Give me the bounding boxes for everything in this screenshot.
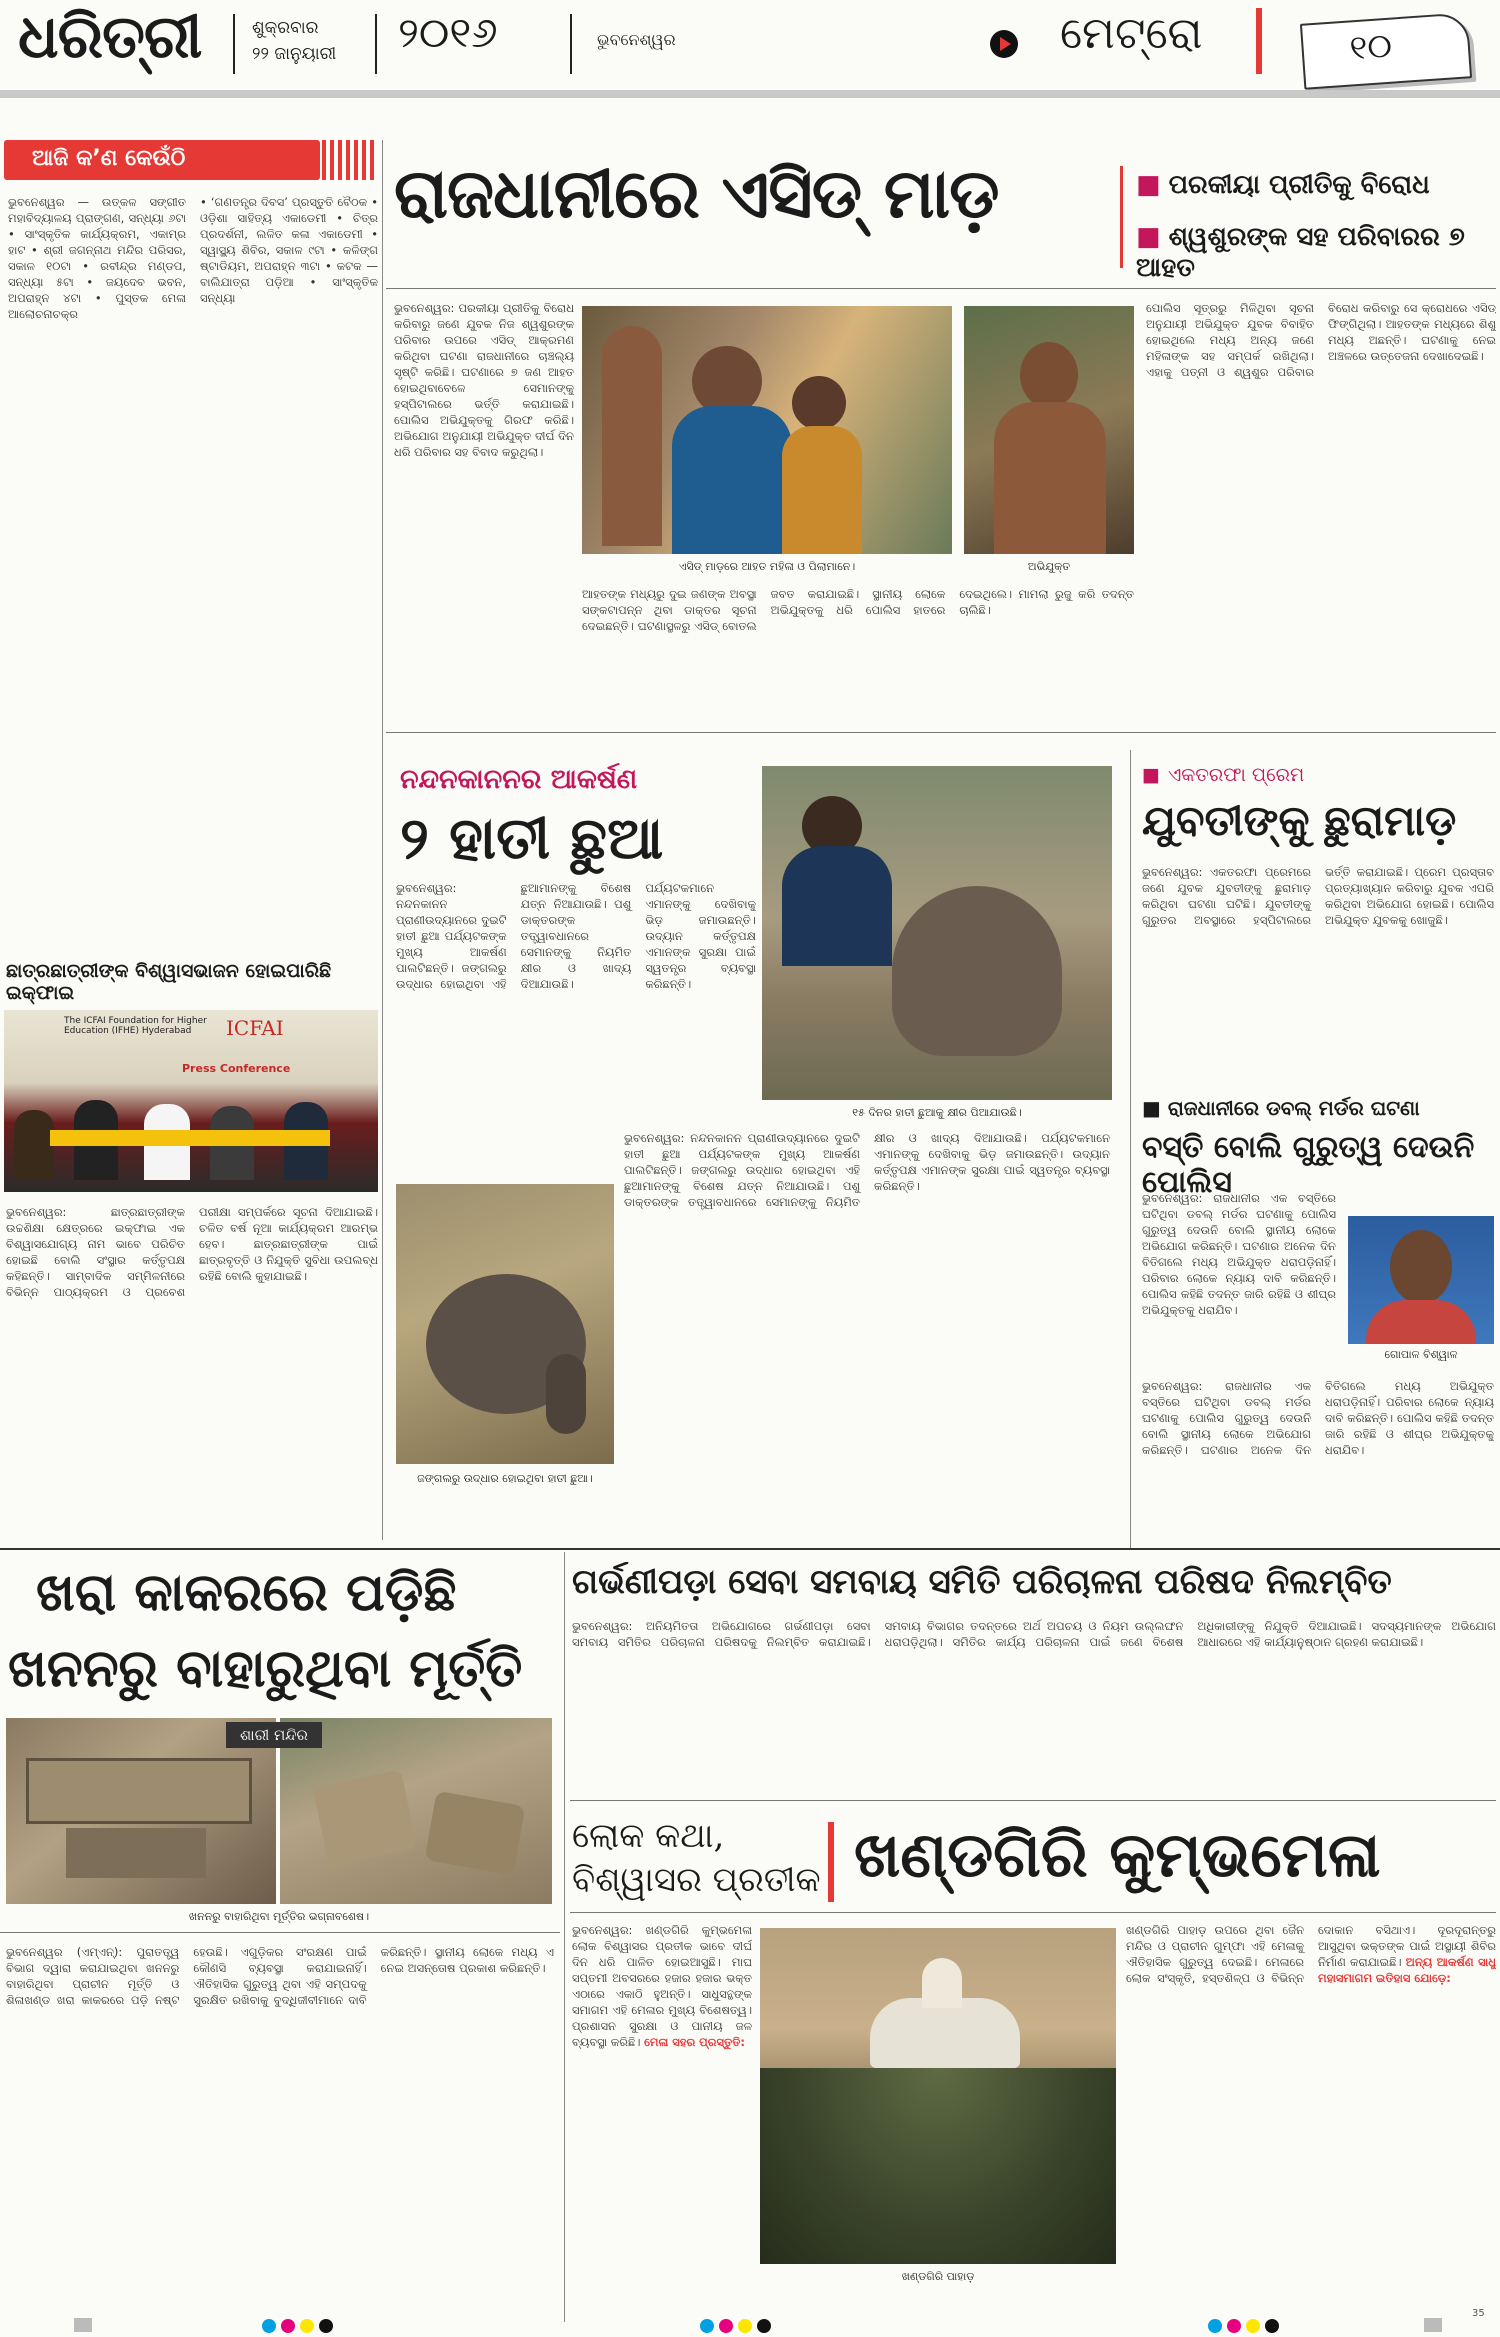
icfai-story <box>4 960 378 1540</box>
kumbha-body-left-text: ଭୁବନେଶ୍ୱର: ଖଣ୍ଡଗିରି କୁମ୍ଭମେଳା ଲୋକ ବିଶ୍ୱାସର ପ୍ରତୀକ ଭାବେ ଦୀର୍ଘ ଦିନ ଧରି ପାଳିତ ହୋଇଆସୁଛି। ମାଘ ସପ୍ତମୀ ଅବସରରେ ହଜାର ହଜାର ଭକ୍ତ ଏଠାରେ ଏକାଠି ହୁଅନ୍ତି। ସାଧୁସନ୍ଥଙ୍କ ସମାଗମ ଏହି ମେଳାର ମୁଖ୍ୟ ବିଶେଷତ୍ୱ। ପ୍ରଶାସନ ସୁରକ୍ଷା ଓ ପାନୀୟ ଜଳ ବ୍ୟବସ୍ଥା କରିଛି। <box>572 1923 752 2049</box>
footer <box>0 2306 1500 2334</box>
acid-victims-caption: ଏସିଡ୍ ମାଡ଼ରେ ଆହତ ମହିଳା ଓ ପିଲାମାନେ। <box>678 560 856 573</box>
acid-accused-caption: ଅଭିଯୁକ୍ତ <box>1027 560 1071 573</box>
cooperative-story <box>570 1552 1496 1802</box>
murder-kicker-text: ରାଜଧାନୀରେ ଡବଲ୍ ମର୍ଡର ଘଟଣା <box>1167 1096 1420 1120</box>
events-title-stripes <box>322 140 378 180</box>
footer-gray-block-right <box>1424 2318 1442 2332</box>
onesided-love-body: ଭୁବନେଶ୍ୱର: ଏକତରଫା ପ୍ରେମରେ ଜଣେ ଯୁବକ ଯୁବତୀଙ୍କୁ ଛୁରାମାଡ଼ କରିଥିବା ଘଟଣା ଘଟିଛି। ଯୁବତୀଙ୍କୁ ଗୁରୁତର ଅବସ୍ଥାରେ ହସ୍ପିଟାଲରେ ଭର୍ତ୍ତି କରାଯାଇଛି। ପ୍ରେମ ପ୍ରସ୍ତାବ ପ୍ରତ୍ୟାଖ୍ୟାନ କରିବାରୁ ଯୁବକ ଏପରି କରିଥିବା ଅଭିଯୋଗ ହୋଇଛି। ପୋଲିସ ଅଭିଯୁକ୍ତ ଯୁବକକୁ ଖୋଜୁଛି। <box>1142 865 1494 927</box>
acid-body-left: ଭୁବନେଶ୍ୱର: ପରକୀୟା ପ୍ରୀତିକୁ ବିରୋଧ କରିବାରୁ ଜଣେ ଯୁବକ ନିଜ ଶ୍ୱଶୁରଙ୍କ ପରିବାର ଉପରେ ଏସିଡ୍ ଆକ୍ରମଣ କରିଥିବା ଘଟଣା ରାଜଧାନୀରେ ଚାଞ୍ଚଲ୍ୟ ସୃଷ୍ଟି କରିଛି। ଘଟଣାରେ ୭ ଜଣ ଆହତ ହୋଇଥିବାବେଳେ ସେମାନଙ୍କୁ ହସ୍ପିଟାଲରେ ଭର୍ତ୍ତି କରାଯାଇଛି। ପୋଲିସ ଅଭିଯୁକ୍ତକୁ ଗିରଫ କରିଛି। ଅଭିଯୋଗ ଅନୁଯାୟୀ ଅଭିଯୁକ୍ତ ଦୀର୍ଘ ଦିନ ଧରି ପରିବାର ସହ ବିବାଦ କରୁଥିଲା। <box>394 301 574 459</box>
onesided-love-headline: ଯୁବତୀଙ୍କୁ ଛୁରାମାଡ଼ <box>1142 796 1457 845</box>
icfai-banner-logo: ICFAI <box>226 1016 284 1040</box>
elephant-feeding-photo <box>762 766 1112 1100</box>
cooperative-headline: ଗର୍ଭଣୀପଡ଼ା ସେବା ସମବାୟ ସମିତି ପରିଚାଳନା ପରିଷଦ ନିଲମ୍ବିତ <box>572 1562 1392 1602</box>
masthead-year: ୨୦୧୬ <box>398 8 498 57</box>
kumbha-highlight-1: ମେଳା ସହର ପ୍ରସ୍ତୁତି: <box>644 2035 745 2049</box>
murder-kicker-bullet: ■ <box>1142 1096 1168 1120</box>
acid-body-right: ପୋଲିସ ସୂତ୍ରରୁ ମିଳିଥିବା ସୂଚନା ଅନୁଯାୟୀ ଅଭିଯୁକ୍ତ ଯୁବକ ବିବାହିତ ହୋଇଥିଲେ ମଧ୍ୟ ଅନ୍ୟ ଜଣେ ମହିଳାଙ୍କ ସହ ସମ୍ପର୍କ ରଖିଥିଲା। ଏହାକୁ ପତ୍ନୀ ଓ ଶ୍ୱଶୁର ପରିବାର ବିରୋଧ କରିବାରୁ ସେ କ୍ରୋଧରେ ଏସିଡ୍ ଫିଙ୍ଗିଥିଲା। ଆହତଙ୍କ ମଧ୍ୟରେ ଶିଶୁ ମଧ୍ୟ ଅଛନ୍ତି। ଘଟଣାକୁ ନେଇ ଅଞ୍ଚଳରେ ଉତ୍ତେଜନା ଦେଖାଦେଇଛି। <box>1146 301 1496 379</box>
kumbha-highlight-3: ଇତିହାସ ଯୋଡ଼େ: <box>1375 1971 1451 1985</box>
murder-body-left: ଭୁବନେଶ୍ୱର: ରାଜଧାନୀର ଏକ ବସ୍ତିରେ ଘଟିଥିବା ଡବଲ୍ ମର୍ଡର ଘଟଣାକୁ ପୋଲିସ ଗୁରୁତ୍ୱ ଦେଉନି ବୋଲି ସ୍ଥାନୀୟ ଲୋକେ ଅଭିଯୋଗ କରିଛନ୍ତି। ଘଟଣାର ଅନେକ ଦିନ ବିତିଗଲେ ମଧ୍ୟ ଅଭିଯୁକ୍ତ ଧରାପଡ଼ିନାହିଁ। ପରିବାର ଲୋକେ ନ୍ୟାୟ ଦାବି କରିଛନ୍ତି। ପୋଲିସ କହିଛି ତଦନ୍ତ ଜାରି ରହିଛି ଓ ଶୀଘ୍ର ଅଭିଯୁକ୍ତକୁ ଧରାଯିବ। <box>1142 1191 1336 1317</box>
kumbha-kicker-line1: ଲୋକ କଥା, <box>572 1816 725 1856</box>
elephant-caption-top: ୧୫ ଦିନର ହାତୀ ଛୁଆକୁ କ୍ଷୀର ପିଆଯାଉଛି। <box>852 1106 1022 1119</box>
acid-divider <box>1120 166 1123 268</box>
murder-victim-photo <box>1348 1216 1494 1344</box>
icfai-stage-figures <box>14 1080 364 1180</box>
masthead <box>0 0 1500 98</box>
registration-marks-3 <box>1208 2318 1288 2332</box>
kumbha-headline: ଖଣ୍ଡଗିରି କୁମ୍ଭମେଳା <box>854 1818 1381 1891</box>
kumbha-kicker-line2: ବିଶ୍ୱାସର ପ୍ରତୀକ <box>572 1860 821 1900</box>
idol-caption: ଖନନରୁ ବାହାରିଥିବା ମୂର୍ତ୍ତିର ଭଗ୍ନାବଶେଷ। <box>188 1910 370 1923</box>
footer-code: 35 <box>1472 2308 1485 2319</box>
masthead-city: ଭୁବନେଶ୍ୱର <box>597 30 676 49</box>
acid-story <box>386 140 1496 736</box>
icfai-body: ଭୁବନେଶ୍ୱର: ଛାତ୍ରଛାତ୍ରୀଙ୍କ ଉଚ୍ଚଶିକ୍ଷା କ୍ଷେତ୍ରରେ ଇକ୍‌ଫାଇ ଏକ ବିଶ୍ୱାସଯୋଗ୍ୟ ନାମ ଭାବେ ପରିଚିତ ହୋଇଛି ବୋଲି ସଂସ୍ଥାର କର୍ତ୍ତୃପକ୍ଷ କହିଛନ୍ତି। ସାମ୍ବାଦିକ ସମ୍ମିଳନୀରେ ବିଭିନ୍ନ ପାଠ୍ୟକ୍ରମ ଓ ପ୍ରବେଶ ପରୀକ୍ଷା ସମ୍ପର୍କରେ ସୂଚନା ଦିଆଯାଇଛି। ଚଳିତ ବର୍ଷ ନୂଆ କାର୍ଯ୍ୟକ୍ରମ ଆରମ୍ଭ ହେବ। ଛାତ୍ରଛାତ୍ରୀଙ୍କ ପାଇଁ ଛାତ୍ରବୃତ୍ତି ଓ ନିଯୁକ୍ତି ସୁବିଧା ଉପଲବ୍ଧ ରହିଛି ବୋଲି କୁହାଯାଇଛି। <box>6 1205 378 1299</box>
elephant-caption-bottom: ଜଙ୍ଗଲରୁ ଉଦ୍ଧାର ହୋଇଥିବା ହାତୀ ଛୁଆ। <box>417 1472 593 1485</box>
acid-subhead-2: ■ ଶ୍ୱଶୁରଙ୍କ ସହ ପରିବାରର ୭ ଆହତ <box>1136 222 1496 284</box>
acid-subhead-1: ■ ପରକୀୟା ପ୍ରୀତିକୁ ବିରୋଧ <box>1136 170 1430 201</box>
masthead-date: ୨୨ ଜାନୁୟାରୀ <box>252 44 337 64</box>
onesided-love-kicker: ■ ଏକତରଫା ପ୍ରେମ <box>1142 764 1304 786</box>
murder-kicker <box>1142 1096 1420 1120</box>
elephant-story <box>386 750 1124 1550</box>
kumbha-story <box>570 1808 1496 2322</box>
events-column <box>4 140 378 940</box>
events-list-part-b: • ‘ଗଣତନ୍ତ୍ର ଦିବସ’ ପ୍ରସ୍ତୁତି ବୈଠକ • ଓଡ଼ିଶା ସାହିତ୍ୟ ଏକାଡେମୀ • ଚିତ୍ର ପ୍ରଦର୍ଶନୀ, ଲଳିତ କଳା ଏକାଡେମୀ • ସ୍ୱାସ୍ଥ୍ୟ ଶିବିର, ସକାଳ ୯ଟା • କଳିଙ୍ଗ ଷ୍ଟାଡିୟମ, ଅପରାହ୍ନ ୩ଟା • କଟକ — ବାଲିଯାତ୍ରା ପଡ଼ିଆ • ସାଂସ୍କୃତିକ ସନ୍ଧ୍ୟା <box>200 195 378 305</box>
kumbha-highlight-2: ଅନ୍ୟ ଆକର୍ଷଣ ସାଧୁ ମହାସମାଗମ <box>1318 1955 1496 1985</box>
kumbha-body-right <box>1126 1922 1496 2314</box>
accent-bar <box>1256 8 1262 74</box>
icfai-press-conference: Press Conference <box>182 1062 291 1075</box>
kumbha-body-right-text: ଖଣ୍ଡଗିରି ପାହାଡ଼ ଉପରେ ଥିବା ଜୈନ ମନ୍ଦିର ଓ ପ୍ରାଚୀନ ଗୁମ୍ଫା ଏହି ମେଳାକୁ ଐତିହାସିକ ଗୁରୁତ୍ୱ ଦେଇଛି। ମେଳାରେ ଲୋକ ସଂସ୍କୃତି, ହସ୍ତଶିଳ୍ପ ଓ ବିଭିନ୍ନ ଦୋକାନ ବସିଥାଏ। ଦୂରଦୂରାନ୍ତରୁ ଆସୁଥିବା ଭକ୍ତଙ୍କ ପାଇଁ ଅସ୍ଥାୟୀ ଶିବିର ନିର୍ମାଣ କରାଯାଇଛି। <box>1126 1923 1496 1985</box>
murder-body: ଭୁବନେଶ୍ୱର: ରାଜଧାନୀର ଏକ ବସ୍ତିରେ ଘଟିଥିବା ଡବଲ୍ ମର୍ଡର ଘଟଣାକୁ ପୋଲିସ ଗୁରୁତ୍ୱ ଦେଉନି ବୋଲି ସ୍ଥାନୀୟ ଲୋକେ ଅଭିଯୋଗ କରିଛନ୍ତି। ଘଟଣାର ଅନେକ ଦିନ ବିତିଗଲେ ମଧ୍ୟ ଅଭିଯୁକ୍ତ ଧରାପଡ଼ିନାହିଁ। ପରିବାର ଲୋକେ ନ୍ୟାୟ ଦାବି କରିଛନ୍ତି। ପୋଲିସ କହିଛି ତଦନ୍ତ ଜାରି ରହିଛି ଓ ଶୀଘ୍ର ଅଭିଯୁକ୍ତକୁ ଧରାଯିବ। <box>1142 1379 1494 1457</box>
elephant-body-continued: ଭୁବନେଶ୍ୱର: ନନ୍ଦନକାନନ ପ୍ରାଣୀଉଦ୍ୟାନରେ ଦୁଇଟି ହାତୀ ଛୁଆ ପର୍ଯ୍ୟଟକଙ୍କ ମୁଖ୍ୟ ଆକର୍ଷଣ ପାଲଟିଛନ୍ତି। ଜଙ୍ଗଲରୁ ଉଦ୍ଧାର ହୋଇଥିବା ଏହି ଛୁଆମାନଙ୍କୁ ବିଶେଷ ଯତ୍ନ ନିଆଯାଉଛି। ପଶୁ ଡାକ୍ତରଙ୍କ ତତ୍ତ୍ୱାବଧାନରେ ସେମାନଙ୍କୁ ନିୟମିତ କ୍ଷୀର ଓ ଖାଦ୍ୟ ଦିଆଯାଉଛି। ପର୍ଯ୍ୟଟକମାନେ ଏମାନଙ୍କୁ ଦେଖିବାକୁ ଭିଡ଼ ଜମାଉଛନ୍ତି। ଉଦ୍ୟାନ କର୍ତ୍ତୃପକ୍ଷ ଏମାନଙ୍କ ସୁରକ୍ଷା ପାଇଁ ସ୍ୱତନ୍ତ୍ର ବ୍ୟବସ୍ଥା କରିଛନ୍ତି। <box>624 1131 1110 1209</box>
events-title-text: ଆଜି କ’ଣ କେଉଁଠି <box>32 146 186 171</box>
newspaper-logo: ଧରିତ୍ରୀ <box>18 2 202 72</box>
elephant-headline: ୨ ହାତୀ ଛୁଆ <box>400 804 664 872</box>
idol-tag: ଶାରୀ ମନ୍ଦିର <box>226 1722 322 1748</box>
idol-headline-line2: ଖନନରୁ ବାହାରୁଥିବା ମୂର୍ତ୍ତି <box>8 1638 523 1699</box>
onesided-love-story <box>1138 750 1496 1110</box>
acid-headline: ରାଜଧାନୀରେ ଏସିଡ୍ ମାଡ଼ <box>394 154 999 234</box>
events-list-part-a: ଭୁବନେଶ୍ୱର — ଉତ୍କଳ ସଙ୍ଗୀତ ମହାବିଦ୍ୟାଳୟ ପ୍ରାଙ୍ଗଣ, ସନ୍ଧ୍ୟା ୬ଟା • ସାଂସ୍କୃତିକ କାର୍ଯ୍ୟକ୍ରମ, ଏକାମ୍ର ହାଟ • ଶ୍ରୀ ଜଗନ୍ନାଥ ମନ୍ଦିର ପରିସର, ସକାଳ ୧୦ଟା • ରବୀନ୍ଦ୍ର ମଣ୍ଡପ, ସନ୍ଧ୍ୟା ୫ଟା • ଜୟଦେବ ଭବନ, ଅପରାହ୍ନ ୪ଟା • ପୁସ୍ତକ ମେଳା ଆଲୋଚନାଚକ୍ର <box>8 195 186 321</box>
elephant-kicker: ନନ୍ଦନକାନନର ଆକର୍ଷଣ <box>400 764 638 795</box>
idol-story <box>0 1552 560 2322</box>
icfai-photo <box>4 1010 378 1192</box>
cooperative-body: ଭୁବନେଶ୍ୱର: ଅନିୟମିତତା ଅଭିଯୋଗରେ ଗର୍ଭଣୀପଡ଼ା ସେବା ସମବାୟ ସମିତିର ପରିଚାଳନା ପରିଷଦକୁ ନିଲମ୍ବିତ କରାଯାଇଛି। ସମବାୟ ବିଭାଗର ତଦନ୍ତରେ ଅର୍ଥ ଅପଚୟ ଓ ନିୟମ ଉଲ୍ଲଙ୍ଘନ ଧରାପଡ଼ିଥିଲା। ସମିତିର କାର୍ଯ୍ୟ ପରିଚାଳନା ପାଇଁ ଜଣେ ବିଶେଷ ଅଧିକାରୀଙ୍କୁ ନିଯୁକ୍ତି ଦିଆଯାଇଛି। ସଦସ୍ୟମାନଙ୍କ ଅଭିଯୋଗ ଆଧାରରେ ଏହି କାର୍ଯ୍ୟାନୁଷ୍ଠାନ ଗ୍ରହଣ କରାଯାଇଛି। <box>572 1619 1496 1649</box>
kumbha-body-left <box>572 1922 752 2314</box>
page-number: ୧୦ <box>1348 25 1394 69</box>
play-icon <box>990 30 1018 58</box>
murder-caption: ଗୋପାଳ ବିଶ୍ୱାଳ <box>1384 1348 1458 1361</box>
events-list <box>8 194 378 934</box>
icfai-banner-text: The ICFAI Foundation for Higher Education (IFHE) Hyderabad <box>64 1016 207 1036</box>
registration-marks-2 <box>700 2318 780 2332</box>
acid-victims-photo <box>582 306 952 554</box>
murder-headline: ବସ୍ତି ବୋଲି ଗୁରୁତ୍ୱ ଦେଉନି ପୋଲିସ <box>1142 1130 1475 1200</box>
kumbha-photo-caption: ଖଣ୍ଡଗିରି ପାହାଡ଼ <box>901 2270 975 2283</box>
kumbha-temple-photo <box>760 1928 1116 2264</box>
elephant-lying-photo <box>396 1184 614 1464</box>
masthead-day: ଶୁକ୍ରବାର <box>252 18 319 38</box>
page-number-tab <box>1300 12 1472 90</box>
idol-body: ଭୁବନେଶ୍ୱର (ଏମ୍‌ଏନ୍‌): ପୁରାତତ୍ତ୍ୱ ବିଭାଗ ଦ୍ୱାରା କରାଯାଇଥିବା ଖନନରୁ ବାହାରିଥିବା ପ୍ରାଚୀନ ମୂର୍ତ୍ତି ଓ ଶିଳାଖଣ୍ଡ ଖରା କାକରରେ ପଡ଼ି ନଷ୍ଟ ହେଉଛି। ଏଗୁଡ଼ିକର ସଂରକ୍ଷଣ ପାଇଁ କୌଣସି ବ୍ୟବସ୍ଥା କରାଯାଇନାହିଁ। ଐତିହାସିକ ଗୁରୁତ୍ୱ ଥିବା ଏହି ସମ୍ପଦକୁ ସୁରକ୍ଷିତ ରଖିବାକୁ ବୁଦ୍ଧିଜୀବୀମାନେ ଦାବି କରିଛନ୍ତି। ସ୍ଥାନୀୟ ଲୋକେ ମଧ୍ୟ ଏ ନେଇ ଅସନ୍ତୋଷ ପ୍ରକାଶ କରିଛନ୍ତି। <box>6 1945 554 2007</box>
events-title <box>4 140 320 180</box>
acid-body-below: ଆହତଙ୍କ ମଧ୍ୟରୁ ଦୁଇ ଜଣଙ୍କ ଅବସ୍ଥା ସଙ୍କଟାପନ୍ନ ଥିବା ଡାକ୍ତର ସୂଚନା ଦେଇଛନ୍ତି। ଘଟଣାସ୍ଥଳରୁ ଏସିଡ୍ ବୋତଲ ଜବତ କରାଯାଇଛି। ସ୍ଥାନୀୟ ଲୋକେ ଅଭିଯୁକ୍ତକୁ ଧରି ପୋଲିସ ହାତରେ ଦେଇଥିଲେ। ମାମଲା ରୁଜୁ କରି ତଦନ୍ତ ଚାଲିଛି। <box>582 587 1134 633</box>
section-label: ମେଟ୍ରୋ <box>1060 8 1203 59</box>
footer-gray-block-left <box>74 2318 92 2332</box>
acid-accused-photo <box>964 306 1134 554</box>
idol-headline-line1: ଖରା କାକରରେ ପଡ଼ିଛି <box>36 1562 457 1623</box>
registration-marks-1 <box>262 2318 342 2332</box>
kumbha-divider <box>828 1822 834 1902</box>
murder-story <box>1138 1096 1496 1542</box>
icfai-headline: ଛାତ୍ରଛାତ୍ରୀଙ୍କ ବିଶ୍ୱାସଭାଜନ ହୋଇପାରିଛି ଇକ୍‌ଫାଇ <box>6 960 332 1004</box>
elephant-body: ଭୁବନେଶ୍ୱର: ନନ୍ଦନକାନନ ପ୍ରାଣୀଉଦ୍ୟାନରେ ଦୁଇଟି ହାତୀ ଛୁଆ ପର୍ଯ୍ୟଟକଙ୍କ ମୁଖ୍ୟ ଆକର୍ଷଣ ପାଲଟିଛନ୍ତି। ଜଙ୍ଗଲରୁ ଉଦ୍ଧାର ହୋଇଥିବା ଏହି ଛୁଆମାନଙ୍କୁ ବିଶେଷ ଯତ୍ନ ନିଆଯାଉଛି। ପଶୁ ଡାକ୍ତରଙ୍କ ତତ୍ତ୍ୱାବଧାନରେ ସେମାନଙ୍କୁ ନିୟମିତ କ୍ଷୀର ଓ ଖାଦ୍ୟ ଦିଆଯାଉଛି। ପର୍ଯ୍ୟଟକମାନେ ଏମାନଙ୍କୁ ଦେଖିବାକୁ ଭିଡ଼ ଜମାଉଛନ୍ତି। ଉଦ୍ୟାନ କର୍ତ୍ତୃପକ୍ଷ ଏମାନଙ୍କ ସୁରକ୍ଷା ପାଇଁ ସ୍ୱତନ୍ତ୍ର ବ୍ୟବସ୍ଥା କରିଛନ୍ତି। <box>396 881 756 991</box>
